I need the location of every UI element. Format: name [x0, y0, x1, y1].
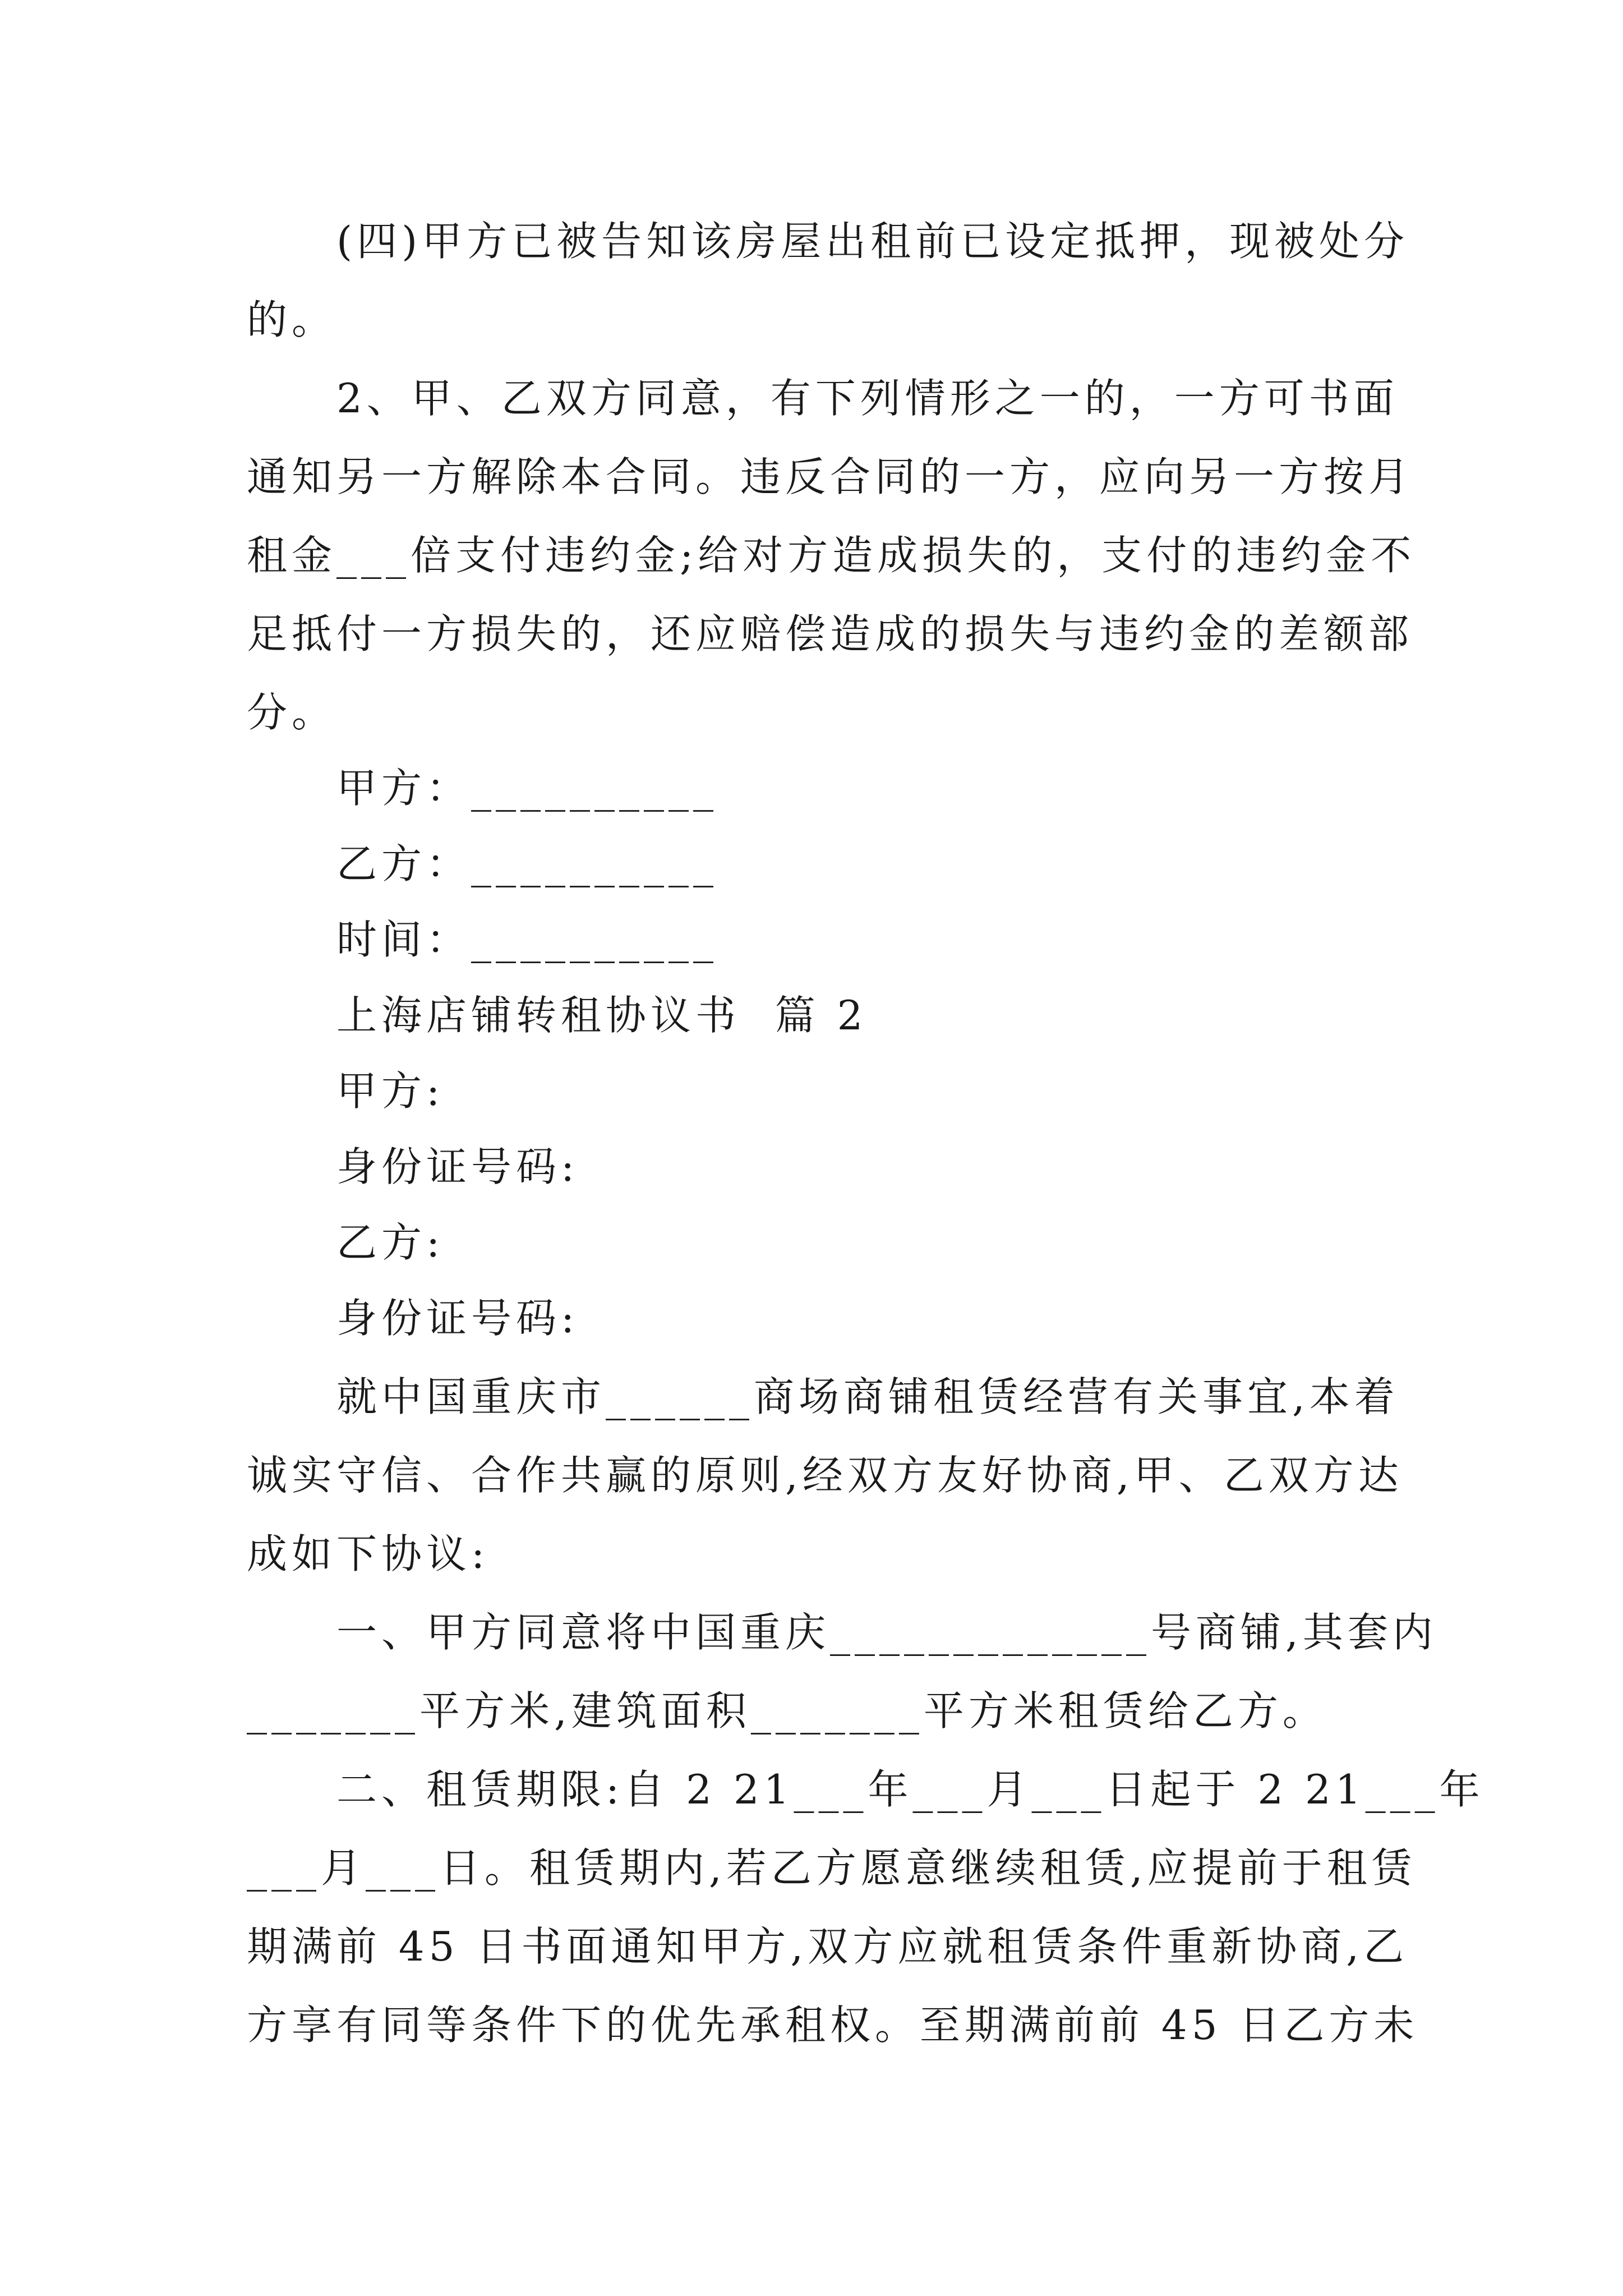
text-line: (四)甲方已被告知该房屋出租前已设定抵押，现被处分: [336, 218, 1409, 265]
text-line: 就中国重庆市______商场商铺租赁经营有关事宜,本着: [336, 1373, 1399, 1420]
text-line: 期满前 45 日书面通知甲方,双方应就租赁条件重新协商,乙: [247, 1923, 1409, 1970]
text-line: 诚实守信、合作共赢的原则,经双方友好协商,甲、乙双方达: [247, 1452, 1403, 1499]
text-line: 2、甲、乙双方同意，有下列情形之一的，一方可书面: [336, 375, 1399, 422]
text-line: 一、甲方同意将中国重庆_____________号商铺,其套内: [336, 1609, 1437, 1656]
text-line: 方享有同等条件下的优先承租权。至期满前前 45 日乙方未: [247, 2001, 1419, 2049]
section-heading: 上海店铺转租协议书 篇 2: [336, 992, 868, 1039]
text-line: 身份证号码:: [336, 1143, 579, 1190]
text-line: 的。: [247, 296, 337, 343]
text-line: 足抵付一方损失的，还应赔偿造成的损失与违约金的差额部: [247, 610, 1414, 657]
signature-line-party-a: 甲方：__________: [336, 765, 718, 812]
text-line: 身份证号码:: [336, 1295, 579, 1342]
text-line: 分。: [247, 689, 337, 736]
text-line: ___月___日。租赁期内,若乙方愿意继续租赁,应提前于租赁: [247, 1844, 1417, 1892]
text-line: 二、租赁期限:自 2 21___年___月___日起于 2 21___年: [336, 1766, 1484, 1813]
signature-line-date: 时间：__________: [336, 916, 718, 963]
text-line: 租金___倍支付违约金;给对方造成损失的，支付的违约金不: [247, 532, 1416, 579]
signature-line-party-b: 乙方：__________: [336, 840, 718, 887]
text-line: 甲方:: [336, 1068, 445, 1115]
text-line: _______平方米,建筑面积_______平方米租赁给乙方。: [247, 1687, 1327, 1734]
text-line: 通知另一方解除本合同。违反合同的一方，应向另一方按月: [247, 453, 1414, 500]
text-line: 成如下协议:: [247, 1530, 490, 1577]
text-line: 乙方:: [336, 1219, 445, 1266]
